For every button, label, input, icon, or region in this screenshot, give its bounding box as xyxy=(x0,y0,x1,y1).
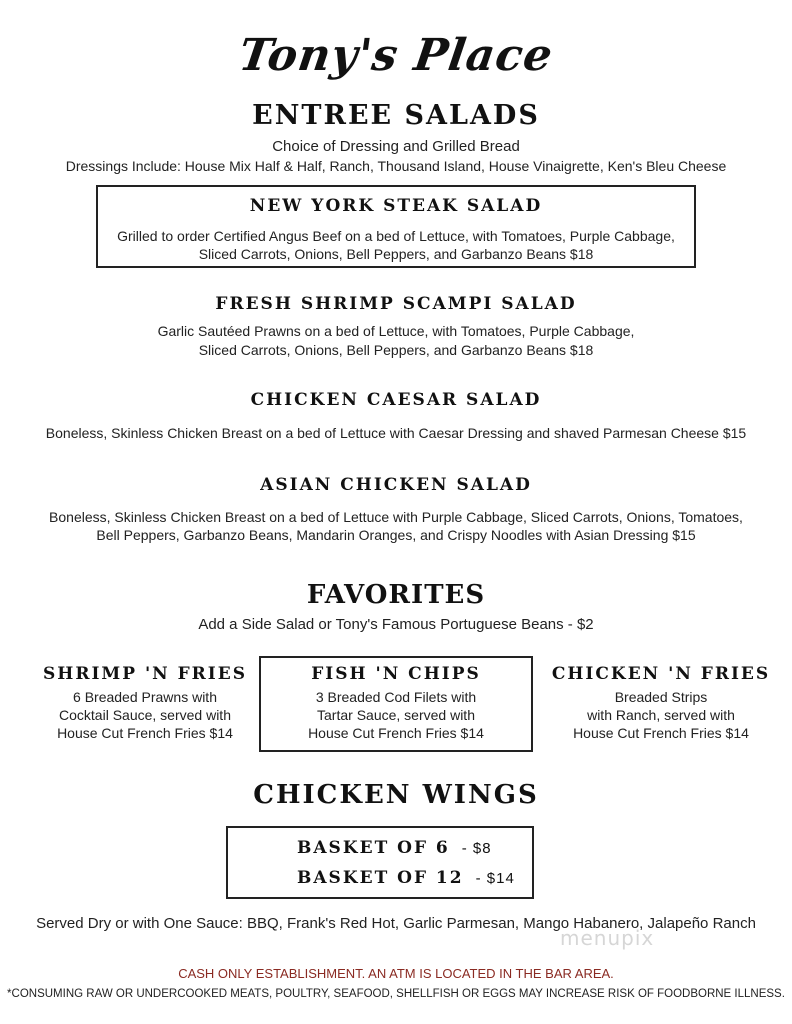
chicken-caesar-salad-desc: Boneless, Skinless Chicken Breast on a bed of Lettuce with Caesar Dressing and shaved Parmesan Cheese $15 xyxy=(45,425,747,441)
shrimp-scampi-salad-desc-2: Sliced Carrots, Onions, Bell Peppers, and Garbanzo Beans $18 xyxy=(198,342,594,358)
ny-steak-salad-desc-2: Sliced Carrots, Onions, Bell Peppers, and Garbanzo Beans $18 xyxy=(198,246,594,262)
fish-n-chips-name: FISH 'N CHIPS xyxy=(311,664,481,684)
favorites-subtitle: Add a Side Salad or Tony's Famous Portuguese Beans - $2 xyxy=(198,616,594,633)
fish-n-chips-desc-3: House Cut French Fries $14 xyxy=(308,725,484,741)
chicken-n-fries-name: CHICKEN 'N FRIES xyxy=(551,664,771,684)
fish-n-chips-desc-1: 3 Breaded Cod Filets with xyxy=(315,689,477,705)
foodborne-warning: *CONSUMING RAW OR UNDERCOOKED MEATS, POULTRY, SEAFOOD, SHELLFISH OR EGGS MAY INCREASE RISK OF FOODBORNE ILLNESS. xyxy=(7,988,785,1000)
chicken-n-fries-desc-3: House Cut French Fries $14 xyxy=(573,725,749,741)
shrimp-n-fries-desc-1: 6 Breaded Prawns with xyxy=(73,689,217,705)
basket-6-label: BASKET OF 6 xyxy=(297,838,450,858)
asian-chicken-salad-name: ASIAN CHICKEN SALAD xyxy=(260,475,532,495)
cash-only-notice: CASH ONLY ESTABLISHMENT. AN ATM IS LOCATED IN THE BAR AREA. xyxy=(178,966,614,981)
ny-steak-salad-name: NEW YORK STEAK SALAD xyxy=(249,196,543,216)
fish-n-chips-desc-2: Tartar Sauce, served with xyxy=(317,707,475,723)
shrimp-n-fries-item xyxy=(20,664,270,742)
shrimp-scampi-salad-desc-1: Garlic Sautéed Prawns on a bed of Lettuce, with Tomatoes, Purple Cabbage, xyxy=(157,323,635,339)
chicken-n-fries-item xyxy=(536,664,786,742)
entree-salads-subtitle: Choice of Dressing and Grilled Bread xyxy=(272,138,520,155)
basket-12-label: BASKET OF 12 xyxy=(297,868,464,888)
shrimp-n-fries-desc-3: House Cut French Fries $14 xyxy=(57,725,233,741)
ny-steak-salad-desc-1: Grilled to order Certified Angus Beef on a bed of Lettuce, with Tomatoes, Purple Cabbage, xyxy=(117,228,675,244)
wing-sauces: Served Dry or with One Sauce: BBQ, Frank's Red Hot, Garlic Parmesan, Mango Habanero, Jalapeño Ranch xyxy=(36,915,756,932)
basket-12-price: - $14 xyxy=(475,870,515,887)
wings-basket-box xyxy=(226,826,534,899)
asian-chicken-salad-desc-2: Bell Peppers, Garbanzo Beans, Mandarin Oranges, and Crispy Noodles with Asian Dressing $15 xyxy=(96,527,696,543)
chicken-n-fries-desc-1: Breaded Strips xyxy=(614,689,708,705)
fish-n-chips-item xyxy=(259,664,533,742)
asian-chicken-salad-desc-1: Boneless, Skinless Chicken Breast on a bed of Lettuce with Purple Cabbage, Sliced Carrots, Onions, Tomatoes, xyxy=(49,509,743,525)
basket-12-row xyxy=(297,868,515,888)
dressings-list: Dressings Include: House Mix Half & Half, Ranch, Thousand Island, House Vinaigrette, Ken's Bleu Cheese xyxy=(65,158,727,174)
menupix-watermark: menupix xyxy=(560,926,655,950)
basket-6-price: - $8 xyxy=(461,840,492,857)
favorites-heading: FAVORITES xyxy=(306,580,486,610)
chicken-wings-heading: CHICKEN WINGS xyxy=(253,780,539,810)
shrimp-scampi-salad-name: FRESH SHRIMP SCAMPI SALAD xyxy=(215,294,577,314)
shrimp-n-fries-name: SHRIMP 'N FRIES xyxy=(43,664,247,684)
chicken-caesar-salad-name: CHICKEN CAESAR SALAD xyxy=(250,390,542,410)
restaurant-title: Tony's Place xyxy=(235,30,557,81)
basket-6-row xyxy=(297,838,492,858)
chicken-n-fries-desc-2: with Ranch, served with xyxy=(587,707,735,723)
entree-salads-heading: ENTREE SALADS xyxy=(252,100,540,131)
shrimp-n-fries-desc-2: Cocktail Sauce, served with xyxy=(59,707,231,723)
